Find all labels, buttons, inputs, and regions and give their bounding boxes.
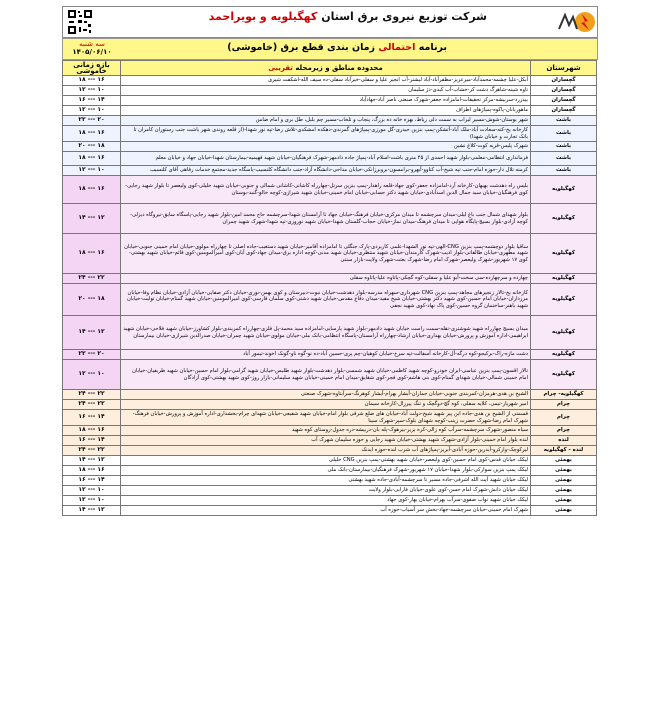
city-cell: گچساران <box>531 76 597 86</box>
table-row <box>63 166 597 176</box>
area-cell: لنده بلوار امام خمینی-بلوار آزادی-شهرک شهید بهشتی-خیابان شهید رجایی و حوزه سلیمان شهرک آب <box>121 436 531 446</box>
city-cell: کهگیلویه <box>531 234 597 274</box>
col-header-city: شهرستان <box>531 61 597 76</box>
qr-code-icon <box>67 9 93 35</box>
city-cell: گچساران <box>531 96 597 106</box>
time-cell: ۱۸ --- ۱۶ <box>63 234 121 274</box>
table-row <box>63 316 597 350</box>
time-cell: ۱۸ --- ۱۶ <box>63 176 121 204</box>
city-cell: کهگیلویه- چرام <box>531 390 597 400</box>
area-cell: ماهوربانان-پاکوه-پمپاژهای اطراف <box>121 106 531 116</box>
time-cell: ۱۴ --- ۱۲ <box>63 204 121 234</box>
city-cell: باشت <box>531 152 597 166</box>
time-cell: ۱۲ --- ۱۰ <box>63 486 121 496</box>
company-title: شرکت توزیع نیروی برق استان کهگیلویه و بویراحمد <box>208 10 487 23</box>
subtitle-banner <box>62 38 598 60</box>
time-cell: ۱۸ --- ۱۶ <box>63 426 121 436</box>
city-cell: کهگیلویه <box>531 350 597 360</box>
time-cell: ۱۸ --- ۱۶ <box>63 76 121 86</box>
city-cell: کهگیلویه <box>531 204 597 234</box>
area-cell: لیکک خیابان شهید آیت الله اشرفی-جاده مسیر تا سرچشمه-آبادی-جاده شهید بهشتی <box>121 476 531 486</box>
area-cell: کارخانه یخ-تالار زنجیرهای مجاهد-پمپ بنزین CNG شهرداری-سهراه مدرسه-بلوار دهدشت-خیابان نبوت-دبیرستان و کوی بهمن-نوری-خیابان دکتر صفایی-خیابان آزادی-خیابان نظام وفا-خیابان مرزداران-خیابان امام حسین-کوی شهید دکتر بهشتی-خیابان شیخ مفید-میدان دفاع مقدس-خیابان شهید دشتی-کوی سلمان فارسی-کوی امیرالمومنین-خیابان شهید گمنام-خیابان تولیت-خیابان شهید باهنر-ساختمان گروه حسین-کوی پاک نهاد-کوی شهید نجفی <box>121 284 531 316</box>
time-cell: ۱۶ --- ۱۴ <box>63 436 121 446</box>
city-cell: چرام <box>531 426 597 436</box>
area-cell: شهر بوستان-شوش-مسیر لیراب به سمت دلی ریاط، بهره خانه ده بزرگ، پنجاب و تلخاب-مسیر چم بلبل، طل بری و امام ضامن <box>121 116 531 126</box>
area-cell: بلوار شهدای شمال جنب باغ لیلی-میدان سرچشمه تا میدان مرکزی-خیابان فرهنگ-خیابان جهاد تا آرامستان شهدا-سرچشمه حاج محمد امین-بلوار شهید رجایی-پاسگاه سابق-نیروگاه دیزلی-کوچه آزادی-بلوار بسیج-پایگاه هوایی تا میدان فرهنگ-میدان نماز-خیابان حجاب-گلستان شهدا-خیابان شهید نوروزی-تپه شهدا-شهرک شهید چمران <box>121 204 531 234</box>
time-cell: ۲۴ --- ۲۲ <box>63 390 121 400</box>
time-cell: ۱۴ --- ۱۲ <box>63 456 121 466</box>
city-cell: گچساران <box>531 106 597 116</box>
table-row <box>63 496 597 506</box>
time-cell: ۱۸ --- ۱۶ <box>63 152 121 166</box>
area-cell: بلیس راه دهدشت بهبهان-کارخانه آرد-امامزاده جعفر-کوی جهاد-قلعه راهدار-پمپ بنزین سرتل-چهارراه کاشانی-کاشانی شمالی و جنوبی-خیابان شهید خلیلی-کوی ولیعصر تا بلوار شهید رجایی-کوی فرهنگیان-خیابان سید جمال الدین اسدآبادی-خیابان شهید دکتر حسابی-خیابان امام خمینی-خیابان شهید شیرازی-کوچه خالو-گنبد-بوستان <box>121 176 531 204</box>
area-cell: کرمنه تلال دار-حوزه امام-جنب تپه شیخ-آب کناوو-آبهرو-برامسون-بروبرزانکی-خیابان مداحی-دانشگاه آزاد-جنب دانشگاه کلنسیب-پاسگاه جدید-مجتمع خدمات رفاهی آقای کلنسیب <box>121 166 531 176</box>
time-cell: ۲۴ --- ۲۲ <box>63 446 121 456</box>
time-cell: ۱۲ --- ۱۰ <box>63 360 121 390</box>
table-row <box>63 360 597 390</box>
area-cell: بیدزرد-سربیشه-مرکز تحقیقات-امامزاده جعفر-شهرک صنعتی ناصر آباد-جهادآباد <box>121 96 531 106</box>
city-cell: باشت <box>531 116 597 126</box>
time-cell: ۱۶ --- ۱۴ <box>63 96 121 106</box>
time-cell: ۱۸ --- ۱۶ <box>63 466 121 476</box>
time-cell: ۱۲ --- ۱۰ <box>63 496 121 506</box>
table-row <box>63 96 597 106</box>
time-cell: ۲۲ --- ۲۰ <box>63 116 121 126</box>
area-cell: شهرک پلیس-قریه کوت-کلاغ نشین <box>121 142 531 152</box>
city-cell: کهگیلویه <box>531 274 597 284</box>
table-row <box>63 390 597 400</box>
table-row <box>63 176 597 204</box>
table-row <box>63 486 597 496</box>
city-cell: بهمئی <box>531 456 597 466</box>
company-logo-icon <box>555 9 595 35</box>
area-cell: تالار اقسون-پمپ بنزین عباسی-ایران خودرو-کوچه شهید کاظمی-خیابان شهید شمسی-بلوار دهدشت-بلوار شهید طلیس-خیابان شهید گرامی-بلوار امام حسین-خیابان شهید ظریفیان-خیابان امام خمینی شمالی-خیابان شهدای گمنام-کوی بنی هاشم-کوی فجر-کوی شقایق-میدان امام خمینی-خیابان شهید سلیمانی-بازار روز-کوی شهید بهشتی-کوی آزادگان <box>121 360 531 390</box>
area-cell: الشیخ بن هدی-هرمزان-کمربندی جنوبی-خیابان جماران-آبشار بهرام-آبشار کوهرنگ-سرآبتاوه-شهرک صنعتی <box>121 390 531 400</box>
city-cell: بهمئی <box>531 476 597 486</box>
city-cell: باشت <box>531 126 597 142</box>
outage-table <box>62 60 597 516</box>
time-cell: ۱۲ --- ۱۰ <box>63 86 121 96</box>
area-cell: میدان بسیج چهارراه شهید شوشتری-نقله-سمت راست خیابان شهید دادمهر-بلوار شهید پارسایی-امامزاده سید محمد-پل فلزی-چهارراه کمربندی-بلوار کشاورز-خیابان شهید فلاحی-خیابان شهید ابراهیمی-اداره آموزش و پرورش-خیابان بهداری-خیابان ارشاد-چهارراه آرامستان-پاسگاه انتظامی-بانک ملی-خیابان مولوی-خیابان شهید چمران-خیابان صدرالدین شیرازی-خیابان بیمارستان <box>121 316 531 350</box>
city-cell: لنده <box>531 436 597 446</box>
table-row <box>63 426 597 436</box>
area-cell: فرمانداری انتظامی-معلمی-بلوار شهید احمدی از ۴۵ متری باشت-اسلام آباد-پمپاژ جاده دادمهر-شهرک فرهنگیان-خیابان شهید فهیمیه-بیمارستان شهدا-خیابان جهاد و خیابان معلم <box>121 152 531 166</box>
table-row <box>63 506 597 516</box>
schedule-title: برنامه احتمالی زمان بندی قطع برق (خاموشی) <box>227 42 447 53</box>
city-cell: کهگیلویه <box>531 316 597 350</box>
city-cell: کهگیلویه <box>531 176 597 204</box>
col-header-area: محدوده مناطق و زیرمحله تقریبی <box>121 61 531 76</box>
city-cell: بهمئی <box>531 486 597 496</box>
area-cell: ساقیا بلوار دوچشمه-پمپ بنزین CNG-الهی-تپه نور الشهدا-علمی کاربردی-پارک جنگلی تا امامزاده آقامیر-خیابان شهید دستغیب-جاده اصلی تا چهارراه مولوی-خیابان امام خمینی جنوبی-خیابان شهید مطهری-خیابان طالقانی-بلوار ادیب-شهرک کارمندان-خیابان شهید منتظری-خیابان شهید مدنی-کوچه اداره برق-میدان جهاد-کوی آبان-کوی امیرالمومنین-کوی قائم-خیابان شهید بهشتی-کوی ۱۷ شهریور-شهرک ولیعصر-شهرک امام رضا-شهرک بعثت-شهرک ولایت-بازار سنتی <box>121 234 531 274</box>
schedule-date <box>64 40 120 56</box>
date-value: ۱۴۰۵/۰۶/۱۰ <box>72 48 112 56</box>
table-row <box>63 436 597 446</box>
area-cell: امیر شهریار-تیمی، کلایه سفلی، کوه گچ-دوگچک و تنگ پیرزال-کارخانه سیمان <box>121 400 531 410</box>
city-cell: بهمئی <box>531 496 597 506</box>
weekday: سه شنبه <box>79 40 105 48</box>
time-cell: ۱۲ --- ۱۰ <box>63 166 121 176</box>
area-cell: کارخانه یخ-کته-سعادت آباد-ملک آباد-آتشکن-پمپ بنزین حیدری-گل مورزی-پمپاژهای گمرندی-دهکده امشکدی-تلاش رضا-تپه نور شهدا-(از قلعه روندی شهر باشت جنب رستوران کامران تا بانک تجارت و خیابان شهدا) <box>121 126 531 142</box>
area-cell: لیکک خیابان قدس-کوی امام حسین-کوی ولیعصر-خیابان شهید بهشتی-پمپ بنزین CNG خلیلی <box>121 456 531 466</box>
table-row <box>63 400 597 410</box>
city-cell: کهگیلویه <box>531 284 597 316</box>
table-row <box>63 350 597 360</box>
col-header-time: بازه زمانی خاموشی <box>63 61 121 76</box>
time-cell: ۲۲ --- ۲۰ <box>63 350 121 360</box>
table-header-row <box>63 61 597 76</box>
table-row <box>63 76 597 86</box>
area-cell: قسمتی از الشیخ بن هدی-جاده ابن پیر شهید شیخ-دولت آباد-خیابان های ضلع شرقی بلوار امام-خیابان شهید شفیعی-خیابان شهدای چرام-بخشداری-اداره آموزش و پرورش-خیابان فرهنگ-شهرک امام رضا-شهرک حضرت زینب-کوچه شهدای بلوک-سپر-شهرک سینا <box>121 410 531 426</box>
time-cell: ۲۰ --- ۱۸ <box>63 284 121 316</box>
area-cell: لیکک خیابان شهید نواب صفوی-سرآب بهرام-خیابان بهار-کوی جهاد <box>121 496 531 506</box>
area-cell: چهارده و سرچهارده-سی سخت-آبو علیا و سفلی-کوه گچکی-پاتاوه علیا-پاتاوه سفلی <box>121 274 531 284</box>
table-row <box>63 410 597 426</box>
city-cell: بهمئی <box>531 466 597 476</box>
table-row <box>63 106 597 116</box>
area-cell: سیاه منصور-شهرک سرچشمه-سرآب کوه زالی-کره بزیر-بیرهوک-پله بان-دربیشه-دره جدول-روستای کوه شهید <box>121 426 531 436</box>
table-row <box>63 126 597 142</box>
time-cell: ۲۴ --- ۲۲ <box>63 400 121 410</box>
table-row <box>63 86 597 96</box>
time-cell: ۱۴ --- ۱۲ <box>63 506 121 516</box>
city-cell: باشت <box>531 142 597 152</box>
area-cell: لیکک خیابان دانش-شهرک امام حسن-کوی علوی-خیابان فارابی-بلوار ولایت <box>121 486 531 496</box>
table-row <box>63 466 597 476</box>
time-cell: ۱۸ --- ۱۶ <box>63 126 121 142</box>
city-cell: باشت <box>531 166 597 176</box>
table-row <box>63 476 597 486</box>
city-cell: بهمئی <box>531 506 597 516</box>
area-cell: شهرک امام خمینی-خیابان سرچشمه-جهاد-بخش سر آسیاب-حوزه آب <box>121 506 531 516</box>
city-cell: گچساران <box>531 86 597 96</box>
area-cell: لیرکوچک-واركرو-آبدرین-حوزه آبادی-آبریز-پمپاژهای آب شرب لنده-حوزه ایدنک <box>121 446 531 456</box>
table-row <box>63 284 597 316</box>
time-cell: ۱۶ --- ۱۴ <box>63 410 121 426</box>
city-cell: چرام <box>531 400 597 410</box>
time-cell: ۲۰ --- ۱۸ <box>63 142 121 152</box>
title-banner <box>62 6 598 38</box>
time-cell: ۲۴ --- ۲۲ <box>63 274 121 284</box>
table-row <box>63 142 597 152</box>
table-row <box>63 274 597 284</box>
city-cell: چرام <box>531 410 597 426</box>
area-cell: لیکک پمپ بنزین سوارکی-بلوار شهدا-خیابان ۱۷ شهریور-شهرک فرهنگیان-بیمارستان-بانک ملی <box>121 466 531 476</box>
time-cell: ۱۲ --- ۱۰ <box>63 106 121 116</box>
table-row <box>63 204 597 234</box>
table-row <box>63 116 597 126</box>
time-cell: ۱۶ --- ۱۴ <box>63 476 121 486</box>
area-cell: تاوه شینه-شاهرگ دشت کر-خشاب-آب کبدی-دژ سلیمان <box>121 86 531 96</box>
area-cell: دشت مازه-راک-برکیجو-کوه درگه-آل-کارخانه آسفالت-تپه سرخ-خیابان کوهیان-چم پری-حسین آباد-ده نو-گوه ناو-گونک اخوند-تیمور آباد <box>121 350 531 360</box>
city-cell: لنده - کهگیلویه <box>531 446 597 456</box>
table-row <box>63 446 597 456</box>
table-row <box>63 152 597 166</box>
table-row <box>63 456 597 466</box>
city-cell: کهگیلویه <box>531 360 597 390</box>
time-cell: ۱۴ --- ۱۲ <box>63 316 121 350</box>
table-row <box>63 234 597 274</box>
area-cell: آبکل-علیا چشمه-محمدآباد-میرعزیز-مظفرآباد-آباد لیشتر-آب انجیر علیا و سفلی-خیرآباد سفلی-ده سیف الله-اشکفت شیری <box>121 76 531 86</box>
